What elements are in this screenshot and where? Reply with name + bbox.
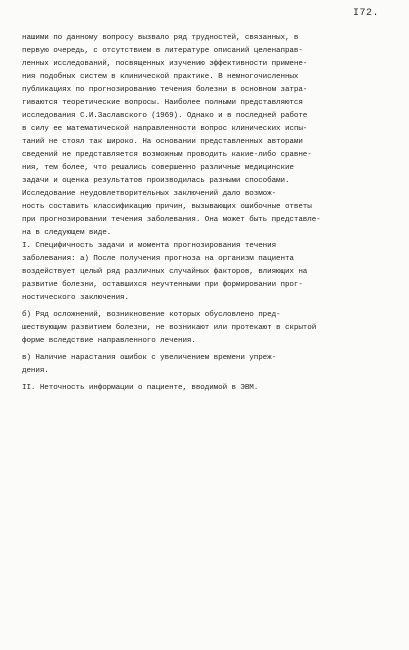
text-line: б) Ряд осложнений, возникновение которых обусловлено пред- — [22, 311, 281, 319]
text-line: в) Наличие нарастания ошибок с увеличением времени упреж- — [22, 354, 277, 362]
text-line: задачи и оценка результатов производилась разными способами. — [22, 177, 290, 185]
text-line: шествующим развитием болезни, не возникают или протекают в скрытой — [22, 324, 317, 332]
text-line: ния, тем более, что решались совершенно различные медицинские — [22, 164, 294, 172]
text-line: ностического заключения. — [22, 294, 129, 302]
text-line: в силу ее математической направленности вопрос клинических испы- — [22, 125, 308, 133]
text-line: первую очередь, с отсутствием в литературе описаний целенаправ- — [22, 47, 303, 55]
text-line: публикациях по прогнозированию течения болезни в основном затра- — [22, 86, 308, 94]
text-line: I. Специфичность задачи и момента прогнозирования течения — [22, 242, 277, 250]
text-line: развитие болезни, оставшихся неучтенными при формировании прог- — [22, 281, 303, 289]
text-line: форме вследствие направленного лечения. — [22, 337, 196, 345]
text-line: Исследование неудовлетворительных заключений дало возмож- — [22, 190, 277, 198]
text-line: II. Неточность информации о пациенте, вводимой в ЭВМ. — [22, 384, 259, 392]
text-line: заболевания: а) После получения прогноза на организм пациента — [22, 255, 294, 263]
text-line: сведений не представляется возможным проводить какие-либо сравне- — [22, 151, 312, 159]
page-number: I72. — [352, 8, 379, 19]
document-body — [22, 32, 392, 395]
text-line: на в следующем виде. — [22, 229, 112, 237]
text-line: ленных исследований, посвященных изучению эффективности примене- — [22, 60, 308, 68]
text-line: нашими по данному вопросу вызвало ряд трудностей, связанных, в — [22, 34, 299, 42]
text-line: ность составить классификацию причин, вызывающих ошибочные ответы — [22, 203, 312, 211]
text-line: таний не стоял так широко. На основании представленных авторами — [22, 138, 303, 146]
text-line: ния подобных систем в клинической практике. В немногочисленных — [22, 73, 299, 81]
text-line: дения. — [22, 367, 49, 375]
text-line: воздействует целый ряд различных случайных факторов, влияющих на — [22, 268, 308, 276]
text-line: при прогнозировании течения заболевания. Она может быть представле- — [22, 216, 321, 224]
text-line: исследования С.И.Заславского (1969). Однако и в последней работе — [22, 112, 308, 120]
text-line: гиваются теоретические вопросы. Наиболее полными представляются — [22, 99, 303, 107]
